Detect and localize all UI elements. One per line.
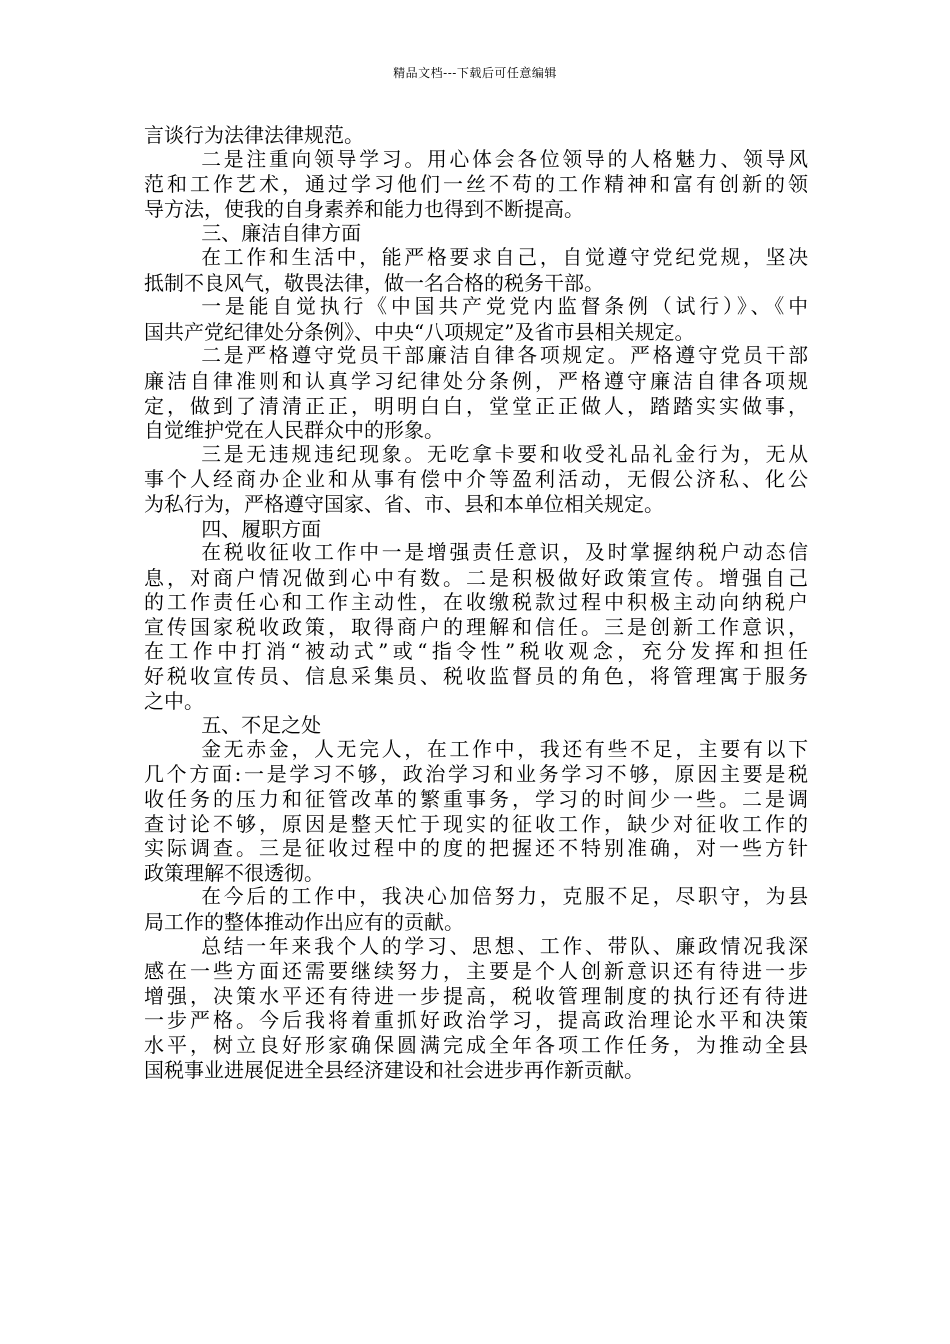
text-line: 国税事业进展促进全县经济建设和社会进步再作新贡献。 — [144, 1057, 644, 1082]
text-line: 在税收征收工作中一是增强责任意识，及时掌握纳税户动态信 — [201, 541, 808, 565]
text-line: 在工作中打消“被动式”或“指令性”税收观念，充分发挥和担任 — [144, 639, 808, 664]
text-line: 宣传国家税收政策，取得商户的理解和信任。三是创新工作意识， — [144, 614, 808, 639]
text-line: 感在一些方面还需要继续努力，主要是个人创新意识还有待进一步 — [144, 959, 808, 984]
text-line: 二是严格遵守党员干部廉洁自律各项规定。严格遵守党员干部 — [201, 344, 808, 368]
text-line: 抵制不良风气，敬畏法律，做一名合格的税务干部。 — [144, 270, 604, 295]
text-line: 三、廉洁自律方面 — [201, 221, 362, 246]
text-line: 廉洁自律准则和认真学习纪律处分条例，严格遵守廉洁自律各项规 — [144, 368, 808, 393]
text-line: 几个方面:一是学习不够，政治学习和业务学习不够，原因主要是税 — [144, 762, 808, 787]
text-line: 局工作的整体推动作出应有的贡献。 — [144, 910, 464, 934]
text-line: 政策理解不很透彻。 — [144, 860, 324, 885]
text-line: 言谈行为法律法律规范。 — [144, 123, 364, 147]
text-line: 金无赤金，人无完人，在工作中，我还有些不足，主要有以下 — [201, 737, 808, 761]
text-line: 收任务的压力和征管改革的繁重事务，学习的时间少一些。二是调 — [144, 787, 808, 812]
text-line: 增强，决策水平还有待进一步提高，税收管理制度的执行还有待进 — [144, 983, 808, 1008]
text-line: 四、履职方面 — [201, 516, 322, 541]
text-line: 水平，树立良好形家确保圆满完成全年各项工作任务，为推动全县 — [144, 1032, 808, 1057]
text-line: 总结一年来我个人的学习、思想、工作、带队、廉政情况我深 — [201, 934, 808, 958]
text-line: 定，做到了清清正正，明明白白，堂堂正正做人，踏踏实实做事， — [144, 393, 808, 418]
text-line: 好税收宣传员、信息采集员、税收监督员的角色，将管理寓于服务 — [144, 664, 808, 689]
text-line: 范和工作艺术，通过学习他们一丝不苟的工作精神和富有创新的领 — [144, 172, 808, 197]
text-line: 国共产党纪律处分条例》、中央“八项规定”及省市县相关规定。 — [144, 319, 695, 344]
text-line: 为私行为，严格遵守国家、省、市、县和本单位相关规定。 — [144, 491, 664, 516]
text-line: 五、不足之处 — [201, 713, 322, 738]
text-line: 查讨论不够，原因是整天忙于现实的征收工作，缺少对征收工作的 — [144, 811, 808, 836]
text-line: 实际调查。三是征收过程中的度的把握还不特别准确，对一些方针 — [144, 836, 808, 861]
text-line: 息，对商户情况做到心中有数。二是积极做好政策宣传。增强自己 — [144, 565, 808, 590]
text-line: 自觉维护党在人民群众中的形象。 — [144, 418, 444, 443]
page-header: 精品文档---下载后可任意编辑 — [393, 66, 557, 80]
text-line: 在今后的工作中，我决心加倍努力，克服不足，尽职守，为县 — [201, 885, 808, 909]
document-body — [144, 123, 808, 1082]
text-line: 的工作责任心和工作主动性，在收缴税款过程中积极主动向纳税户 — [144, 590, 808, 615]
text-line: 导方法，使我的自身素养和能力也得到不断提高。 — [144, 196, 584, 221]
text-line: 在工作和生活中，能严格要求自己，自觉遵守党纪党规，坚决 — [201, 245, 808, 269]
text-line: 二是注重向领导学习。用心体会各位领导的人格魅力、领导风 — [201, 147, 808, 171]
text-line: 事个人经商办企业和从事有偿中介等盈利活动，无假公济私、化公 — [144, 467, 808, 492]
text-line: 一是能自觉执行《中国共产党党内监督条例（试行）》、《中 — [201, 295, 808, 319]
text-line: 一步严格。今后我将着重抓好政治学习，提高政治理论水平和决策 — [144, 1008, 808, 1033]
text-line: 三是无违规违纪现象。无吃拿卡要和收受礼品礼金行为，无从 — [201, 442, 808, 466]
text-line: 之中。 — [144, 688, 204, 713]
